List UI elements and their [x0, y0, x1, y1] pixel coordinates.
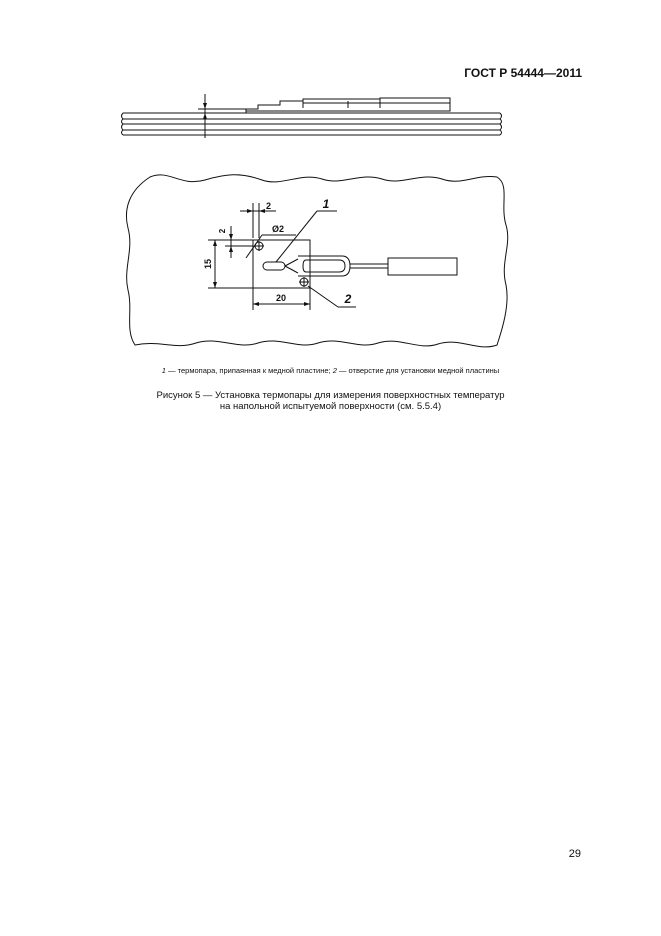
dim-gap-top-label: 2 — [266, 201, 272, 211]
page-number: 29 — [568, 848, 581, 860]
hole-bottom-right — [299, 277, 309, 287]
thermocouple — [263, 256, 457, 276]
dim-gap-left-label: 2 — [218, 228, 227, 234]
figure-caption — [0, 390, 661, 412]
legend-item1-text: термопара, припаянная к медной пластине; — [177, 366, 331, 375]
legend-item2-separator: — — [336, 366, 349, 375]
plan-view — [126, 175, 507, 347]
figure-legend — [0, 366, 661, 375]
callout-2-label: 2 — [344, 292, 352, 306]
caption-line-2: на напольной испытуемой поверхности (см. 5.5.4) — [219, 401, 442, 412]
legend-item2-text: отверстие для установки медной пластины — [348, 366, 500, 375]
legend-item1-number: 1 — [161, 366, 166, 375]
wavy-border — [126, 175, 507, 347]
cross-section-view — [122, 94, 502, 138]
standard-code: ГОСТ Р 54444—2011 — [464, 66, 582, 80]
dim-hole-diameter-label: Ø2 — [272, 224, 285, 234]
legend-item2-number: 2 — [332, 366, 337, 375]
hole-top-left — [254, 241, 264, 251]
dim-width-label: 20 — [275, 293, 287, 303]
callout-1-label: 1 — [322, 197, 330, 211]
legend-item1-separator: — — [165, 366, 178, 375]
dim-height-label: 15 — [203, 258, 213, 270]
caption-line-1: Рисунок 5 — Установка термопары для измерения поверхностных температур — [156, 390, 505, 401]
